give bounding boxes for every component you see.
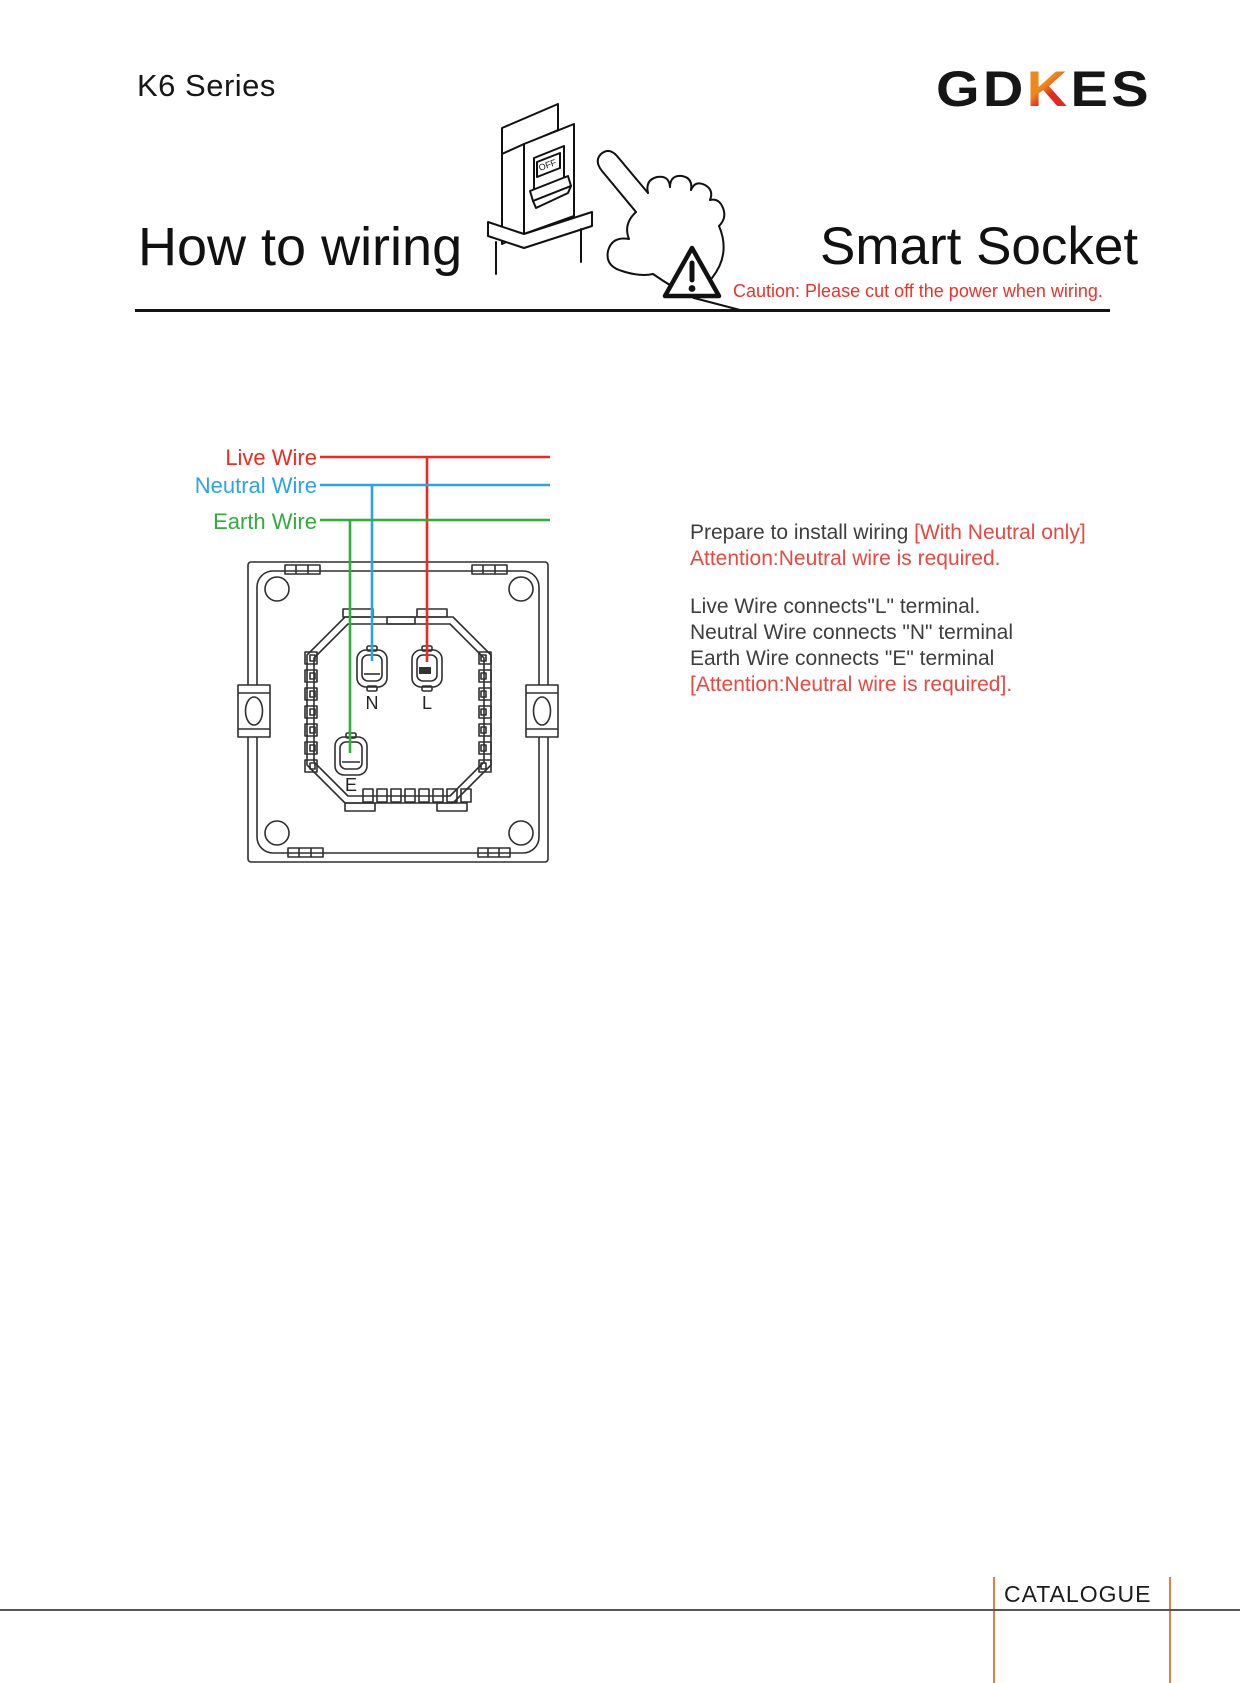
live-wire-label: Live Wire: [225, 445, 317, 470]
logo-letters-gd: GD: [936, 61, 1027, 117]
frame-comb-tabs: [285, 565, 510, 857]
instruction-gap: [690, 572, 1086, 594]
instruction-live-connects: Live Wire connects"L" terminal.: [690, 595, 981, 618]
mounting-ear-right: [526, 685, 558, 737]
instruction-attention-2: [Attention:Neutral wire is required].: [690, 673, 1013, 696]
header-divider: [135, 309, 1110, 312]
breaker-icon: [488, 104, 592, 274]
mounting-ear-left: [238, 685, 270, 737]
footer-accent-right: [1169, 1577, 1171, 1683]
gdkes-logo: [936, 60, 1152, 118]
socket-back-view: [238, 562, 558, 862]
page-heading-smart-socket: Smart Socket: [820, 217, 1139, 276]
footer-divider: [0, 1609, 1240, 1611]
terminal-n-label: N: [365, 693, 379, 713]
earth-wire-label: Earth Wire: [213, 509, 317, 534]
terminal-e-label: E: [344, 775, 358, 795]
instruction-attention-1: Attention:Neutral wire is required.: [690, 547, 1001, 570]
earth-wire-line: [320, 520, 550, 753]
caution-text: Caution: Please cut off the power when wiring.: [733, 281, 1103, 301]
instruction-prepare-dark: Prepare to install wiring: [690, 521, 915, 544]
page-heading-how-to-wiring: How to wiring: [138, 217, 463, 277]
series-title: K6 Series: [137, 68, 276, 103]
instruction-neutral-connects: Neutral Wire connects "N" terminal: [690, 621, 1014, 644]
logo-letter-k-arrow-icon: K: [1026, 61, 1071, 117]
instruction-text-block: [690, 520, 1086, 698]
plate-teeth-right: [479, 652, 491, 772]
live-wire-line: [320, 457, 550, 662]
mechanism-plate: [307, 609, 491, 811]
terminal-l-label: L: [421, 693, 433, 713]
instruction-earth-connects: Earth Wire connects "E" terminal: [690, 647, 995, 670]
footer-accent-left: [993, 1577, 995, 1683]
neutral-wire-label: Neutral Wire: [194, 473, 317, 498]
wiring-diagram: [160, 400, 600, 870]
warning-triangle-icon: [660, 243, 724, 305]
logo-letters-es: ES: [1070, 61, 1152, 117]
socket-inner-frame: [257, 571, 539, 853]
instruction-with-neutral-red: [With Neutral only]: [914, 521, 1086, 544]
catalogue-label: CATALOGUE: [1004, 1581, 1152, 1607]
instruction-line-prepare: [690, 520, 1086, 546]
socket-outer-frame: [248, 562, 548, 862]
neutral-wire-line: [320, 485, 550, 661]
breaker-off-label: OFF: [537, 157, 558, 173]
